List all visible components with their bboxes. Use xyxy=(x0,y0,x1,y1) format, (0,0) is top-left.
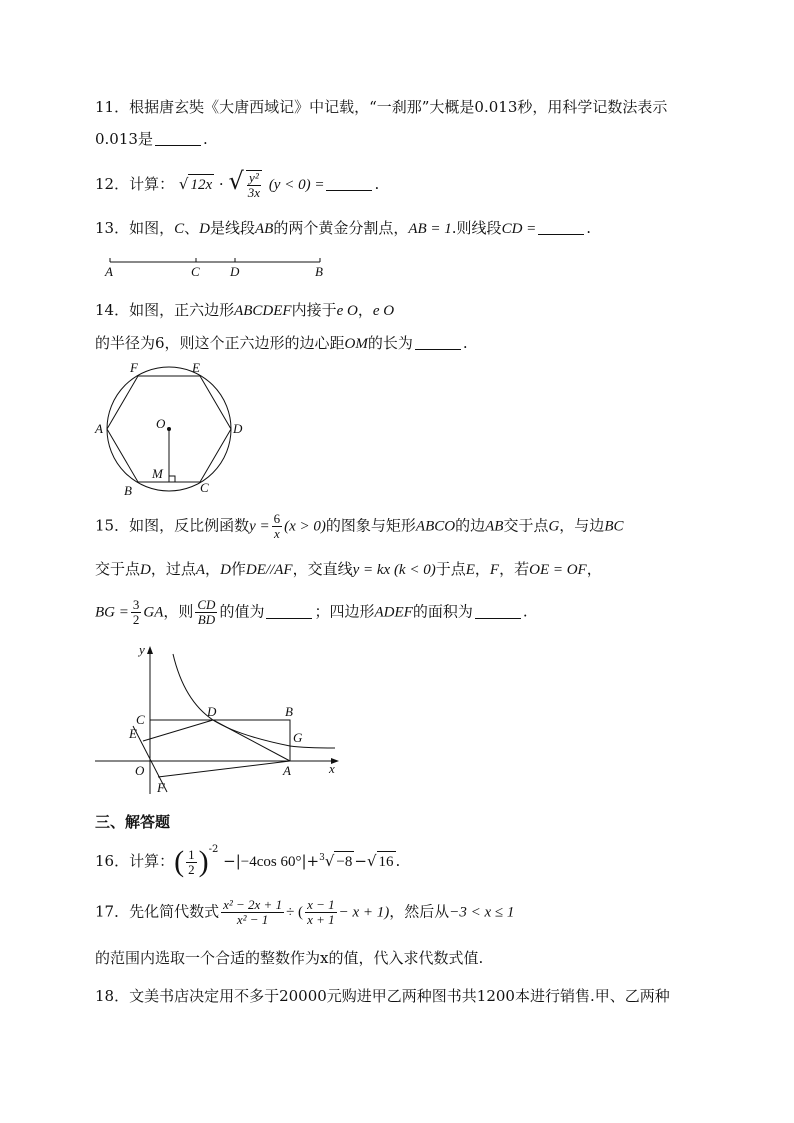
q14-line1 xyxy=(95,300,394,321)
q17-frac2 xyxy=(305,898,337,927)
sqrt-sign: √ xyxy=(324,852,335,870)
answer-blank xyxy=(415,335,461,350)
q11-line2: 0.013是 . xyxy=(95,130,208,148)
q12-label: 12．计算： xyxy=(95,175,175,193)
q18-line1: 18．文美书店决定用不多于20000元购进甲乙两种图书共1200本进行销售.甲、乙两种 xyxy=(95,987,670,1005)
q15-text: 于点 xyxy=(435,560,466,578)
q17-rest: − x + 1) xyxy=(338,904,390,921)
q14-circle2: e O xyxy=(372,303,395,319)
label-c: C xyxy=(200,480,209,495)
q16-frac-den: 2 xyxy=(188,861,195,877)
q16-line xyxy=(95,840,400,880)
q15-line-eq: y = kx (k < 0) xyxy=(352,562,436,578)
q15-oeof: OE = OF xyxy=(529,562,587,578)
q15-d2: D xyxy=(220,562,231,578)
answer-blank xyxy=(475,604,521,619)
label-f: F xyxy=(130,360,138,375)
q16-cbrt: −8 xyxy=(334,851,354,872)
q15-bg-frac xyxy=(131,598,142,627)
q12-frac-num: y² xyxy=(249,170,259,185)
q15-func-frac xyxy=(272,512,283,541)
segment-de xyxy=(143,720,213,741)
q14-text3: 的半径为6，则这个正六边形的边心距 xyxy=(95,334,345,352)
answer-blank xyxy=(326,176,372,191)
label-o: O xyxy=(135,763,145,778)
answer-blank xyxy=(538,220,584,235)
sqrt-sign: √ xyxy=(228,167,244,195)
q15-deaf: DE//AF xyxy=(245,562,293,578)
label-f: F xyxy=(157,780,165,795)
q17-range: −3 < x ≤ 1 xyxy=(449,904,515,921)
q16-frac xyxy=(186,848,197,877)
q15-text: 交于点 xyxy=(95,560,141,578)
q15-line2 xyxy=(95,559,602,580)
q15-text: ，与边 xyxy=(559,516,605,535)
label-b: B xyxy=(285,704,293,719)
q14-line2: 的半径为6，则这个正六边形的边心距OM的长为 . xyxy=(95,334,468,352)
q15-bg: BG = xyxy=(95,604,129,621)
label-m: M xyxy=(152,466,163,481)
q15-cd-num: CD xyxy=(197,597,216,612)
q16-op: + xyxy=(306,852,320,870)
right-angle-mark xyxy=(169,476,175,482)
q13-ab: AB xyxy=(254,221,274,237)
segment-af xyxy=(158,761,290,777)
q13-text1: 13．如图， xyxy=(95,219,175,237)
q13-cd: CD = xyxy=(501,221,537,237)
q15-func-den: x xyxy=(273,526,280,541)
q14-om: OM xyxy=(344,336,368,352)
y-axis-arrow xyxy=(147,646,153,654)
q11-line1: 11．根据唐玄奘《大唐西域记》中记载，“一刹那”大概是0.013秒，用科学记数法表示 xyxy=(95,98,668,116)
label-c: C xyxy=(136,712,145,727)
q15-g: G xyxy=(548,518,560,535)
sqrt-sign: √ xyxy=(366,852,377,870)
q16-label: 16．计算： xyxy=(95,852,175,870)
label-o: O xyxy=(156,416,166,431)
q16-op: − xyxy=(223,852,236,870)
label-e: E xyxy=(192,360,200,375)
dot-operator: · xyxy=(218,175,224,193)
label-g: G xyxy=(293,730,303,745)
q17-line1 xyxy=(95,898,514,934)
rectangle-abco xyxy=(150,720,290,761)
label-d: D xyxy=(233,421,243,436)
q13-text4: .则线段 xyxy=(451,219,502,237)
abs-bar: | xyxy=(301,852,307,870)
q13-c: C xyxy=(174,221,185,237)
paren-open: ( xyxy=(174,845,185,878)
q16-end: . xyxy=(395,852,401,870)
q13-text2: 是线段 xyxy=(209,219,255,237)
q14-comma: ， xyxy=(357,301,373,319)
q15-adef: ADEF xyxy=(374,604,413,621)
label-a: A xyxy=(105,264,113,279)
label-b: B xyxy=(315,264,323,279)
q15-ab: AB xyxy=(485,518,504,535)
q15-text: ， xyxy=(586,560,602,578)
hyperbola xyxy=(173,654,335,748)
q15-d: D xyxy=(140,562,151,578)
q13-eq: AB = 1 xyxy=(408,221,452,237)
q14-text4: 的长为 xyxy=(367,334,413,352)
q15-text: 15．如图，反比例函数 xyxy=(95,516,250,535)
q15-text: 的值为 xyxy=(219,602,265,621)
q16-abs: −4cos 60° xyxy=(240,854,302,870)
sqrt-sign: √ xyxy=(178,175,189,193)
q11-text: 0.013是 xyxy=(95,130,153,148)
q15-cd-frac xyxy=(195,598,217,627)
q17-den2: x + 1 xyxy=(307,912,335,927)
answer-blank xyxy=(155,131,201,146)
q17-den1: x² − 1 xyxy=(236,912,269,927)
answer-blank xyxy=(266,604,312,619)
q16-op: − xyxy=(354,852,367,870)
label-d: D xyxy=(230,264,240,279)
q15-text: 交于点 xyxy=(503,516,549,535)
q14-text2: 内接于 xyxy=(291,301,337,319)
q12-frac xyxy=(246,170,262,200)
q14-circle1: e O xyxy=(336,303,358,319)
q15-e: E xyxy=(465,562,475,578)
q16-sqrt: 16 xyxy=(377,851,396,872)
q14-poly: ABCDEF xyxy=(234,303,292,319)
hexagon-figure xyxy=(92,358,252,500)
label-e: E xyxy=(129,726,137,741)
q13-text3: 的两个黄金分割点， xyxy=(273,219,409,237)
paren-close: ) xyxy=(198,845,209,878)
label-d: D xyxy=(207,704,217,719)
q16-cbrt-index: 3 xyxy=(319,853,325,863)
label-x: x xyxy=(329,761,335,776)
q17-frac1 xyxy=(221,898,284,927)
q13-line: 13．如图，C、D是线段AB的两个黄金分割点，AB = 1.则线段CD = . xyxy=(95,219,592,237)
abs-bar: | xyxy=(235,852,241,870)
label-a: A xyxy=(283,763,291,778)
q15-text: ， xyxy=(205,560,221,578)
q12-frac-den: 3x xyxy=(247,185,261,200)
q15-abco: ABCO xyxy=(415,518,456,535)
q15-line1 xyxy=(95,512,623,542)
q15-f: F xyxy=(489,562,500,578)
q15-text: ，则 xyxy=(163,602,194,621)
label-c: C xyxy=(191,264,200,279)
q15-text: 的图象与矩形 xyxy=(325,516,416,535)
q15-bg-den: 2 xyxy=(132,612,140,627)
q15-text: ， xyxy=(474,560,490,578)
q12-sqrt1: 12x xyxy=(188,174,214,195)
q13-sep: 、 xyxy=(184,219,200,237)
function-figure xyxy=(95,642,345,798)
q12-line: 12．计算： √ 12x · √ $\frac{\text{y²}}{3x}$ (y < 0) = . xyxy=(95,167,380,200)
q17-num1: x² − 2x + 1 xyxy=(223,897,283,912)
q17-line2: 的范围内选取一个合适的整数作为x的值，代入求代数式值. xyxy=(95,949,484,967)
q15-func-num: 6 xyxy=(273,511,281,526)
label-b: B xyxy=(124,483,132,498)
q13-d: D xyxy=(199,221,210,237)
segment-figure xyxy=(100,255,330,281)
q15-text: ，过点 xyxy=(150,560,196,578)
q15-bc: BC xyxy=(604,518,624,535)
label-a: A xyxy=(95,421,103,436)
section-title: 三、解答题 xyxy=(95,813,171,831)
q15-func-cond: (x > 0) xyxy=(284,518,326,535)
q15-text: ，交直线 xyxy=(292,560,353,578)
q15-cd-den: BD xyxy=(197,612,216,627)
q16-exp: -2 xyxy=(208,844,219,855)
q17-label: 17．先化简代数式 xyxy=(95,902,220,921)
q15-ga: GA xyxy=(143,604,164,621)
q15-a: A xyxy=(195,562,206,578)
q12-cond: (y < 0) = xyxy=(268,177,325,193)
q15-text: ，若 xyxy=(499,560,530,578)
q15-text: 作 xyxy=(230,560,246,578)
q15-text: 的面积为 xyxy=(412,602,473,621)
q15-line3: BG = $\frac{3}{2}$ GA，则 $\frac{CD}{BD}$ 的值为 ；四边形ADEF的面积为 . xyxy=(95,597,528,627)
q17-div: ÷ ( xyxy=(286,904,304,921)
q15-bg-num: 3 xyxy=(132,597,140,612)
q17-tail: ，然后从 xyxy=(389,902,450,921)
q15-text: ；四边形 xyxy=(314,602,375,621)
segment-ad xyxy=(213,720,290,761)
q15-func-y: y = xyxy=(249,518,270,535)
label-y: y xyxy=(139,642,145,657)
q16-frac-num: 1 xyxy=(188,846,195,862)
q14-text1: 14．如图，正六边形 xyxy=(95,301,235,319)
q17-num2: x − 1 xyxy=(307,897,335,912)
q15-text: 的边 xyxy=(455,516,486,535)
center-point xyxy=(167,427,171,431)
